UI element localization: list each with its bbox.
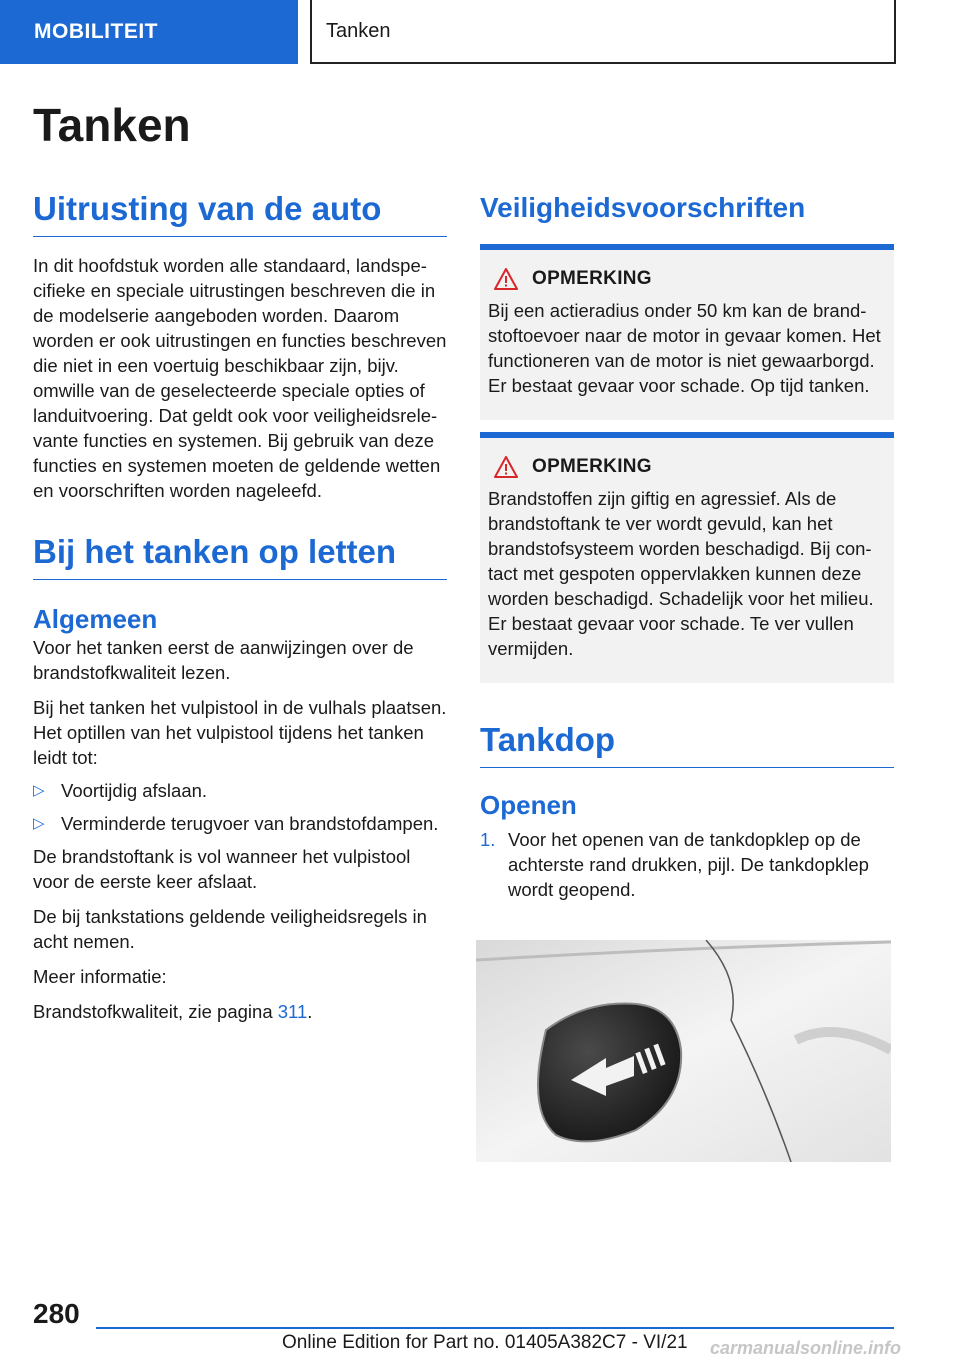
footer-edition: Online Edition for Part no. 01405A382C7 - VI/21	[282, 1332, 688, 1353]
list-item: ▷ Verminderde terugvoer van brandstofdampen.	[33, 813, 439, 834]
page-reference-link[interactable]: 311	[277, 1001, 308, 1022]
notice-label: OPMERKING	[532, 456, 652, 477]
page-title: Tanken	[33, 99, 191, 151]
heading-open: Openen	[480, 790, 577, 820]
step-list	[480, 827, 894, 902]
list-item: 1. Voor het openen van de tankdopklep op de achterste rand drukken, pijl. De tankdopklep wordt geopend.	[480, 829, 869, 900]
heading-general: Algemeen	[33, 604, 158, 634]
heading-equipment: Uitrusting van de auto	[33, 190, 447, 237]
reference-line: Brandstofkwaliteit, zie pagina 311.	[33, 1001, 313, 1022]
heading-refuel: Bij het tanken op letten	[33, 533, 447, 580]
warning-triangle-icon	[494, 268, 518, 290]
warning-triangle-icon	[494, 456, 518, 478]
general-paragraph-5: Meer informatie:	[33, 966, 167, 987]
general-paragraph-4: De bij tankstations geldende veiligheidsregels in acht nemen.	[33, 906, 427, 952]
general-paragraph-1: Voor het tanken eerst de aanwijzingen over de brandstofkwaliteit lezen.	[33, 637, 414, 683]
notice-box-2	[480, 432, 894, 683]
left-column	[33, 190, 447, 1024]
list-item: ▷ Voortijdig afslaan.	[33, 780, 208, 801]
notice-box-1	[480, 244, 894, 420]
topic-tab: Tanken	[310, 0, 896, 64]
triangle-bullet-icon: ▷	[33, 815, 45, 832]
page-number: 280	[33, 1298, 80, 1329]
notice-label: OPMERKING	[532, 268, 652, 289]
triangle-bullet-icon: ▷	[33, 782, 45, 799]
right-column	[480, 190, 894, 902]
section-tab: MOBILITEIT	[0, 0, 298, 64]
notice-text: Brandstoffen zijn giftig en agressief. Als de brandstoftank te ver wordt gevuld, kan het brandstofsysteem worden beschadigd. Bij contact met gespoten oppervlakken kunnen deze worden beschadigd. Schadelijk voor het milieu. Er bestaat gevaar voor schade. Te ver vullen vermijden.	[488, 488, 874, 659]
heading-fuel-cap: Tankdop	[480, 721, 894, 768]
watermark: carmanualsonline.info	[710, 1338, 902, 1358]
heading-safety: Veiligheidsvoorschriften	[480, 192, 806, 223]
fuel-flap-illustration	[476, 940, 891, 1162]
general-paragraph-3: De brandstoftank is vol wanneer het vulpistool voor de eerste keer afslaat.	[33, 846, 411, 892]
equipment-paragraph: In dit hoofdstuk worden alle standaard, landspecifieke en speciale uitrustingen beschreven die in de modelserie aangeboden worden. Daarom worden er ook uitrustingen en functies beschreven die niet in een voertuig beschikbaar zijn, bijv. omwille van de geselecteerde speciale opties of landuitvoering. Dat geldt ook voor veiligheidsrelevante functies en systemen. Bij gebruik van deze functies en systemen moeten de geldende wetten en voorschriften worden nageleefd.	[33, 255, 447, 501]
footer-divider	[96, 1327, 894, 1329]
notice-text: Bij een actieradius onder 50 km kan de brandstoftoevoer naar de motor in gevaar komen. Het functioneren van de motor is niet gewaarborgd. Er bestaat gevaar voor schade. Op tijd tanken.	[488, 300, 881, 396]
general-paragraph-2: Bij het tanken het vulpistool in de vulhals plaatsen. Het optillen van het vulpistool tijdens het tanken leidt tot:	[33, 697, 447, 768]
bullet-list	[33, 778, 447, 836]
